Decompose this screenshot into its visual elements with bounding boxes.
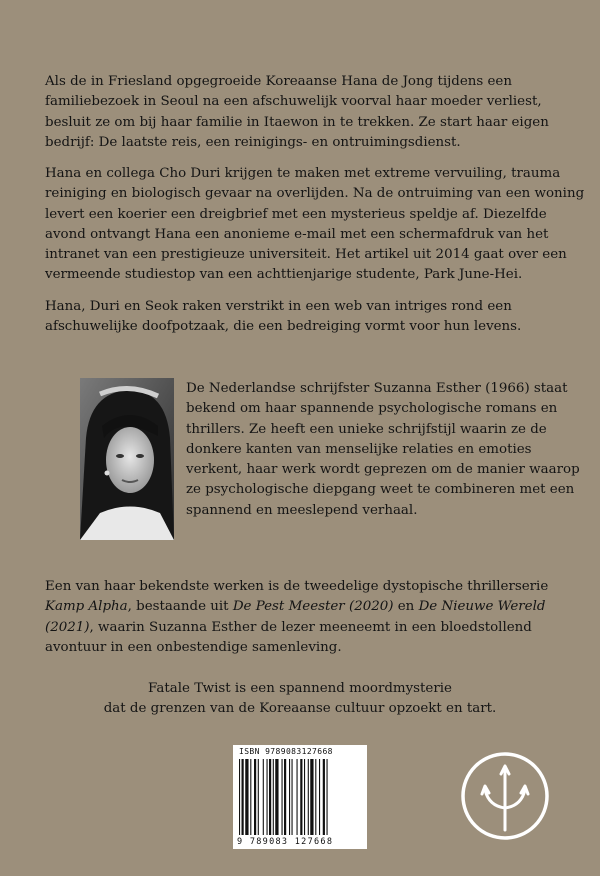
barcode-bar [323,759,325,835]
blurb-paragraph-3: Hana, Duri en Seok raken verstrikt in een web van intriges rond een afschuwelijke doofpotzaak, die een bedreiging vormt voor hun levens. [45,299,522,335]
barcode-bar [245,759,248,835]
barcode-bars [237,759,363,835]
barcode-bar [269,759,271,835]
blurb-paragraph-2: Hana en collega Cho Duri krijgen te maken met extreme vervuiling, trauma reiniging en biologisch gevaar na overlijden. Na de ontruiming van een woning levert een koerier een dreigbrief met een mysterieus speldje af. Diezelfde avond ontvangt Hana een anonieme e-mail met een schermafdruk van het intranet van een prestigieuze universiteit. Het artikel uit 2014 gaat over een vermeende studiestop van een achttienjarige studente, Park June-Hei. [45,166,585,283]
barcode-bar [319,759,320,835]
blurb-paragraph-4: Een van haar bekendste werken is de tweedelige dystopische thrillerserie Kamp Alpha, bestaande uit De Pest Meester (2020) en De Nieuwe Wereld (2021), waarin Suzanna Esther de lezer meeneemt in een bloedstollend avontuur in een onbestendige samenleving. [45,579,549,655]
barcode-bar [258,759,259,835]
barcode-bar [250,759,251,835]
series-title: Kamp Alpha [45,599,128,615]
barcode-digits: 9 789083 127668 [237,837,334,847]
barcode-bar [304,759,305,835]
barcode-bar [275,759,278,835]
barcode-bar [292,759,293,835]
barcode-bar [282,759,283,835]
barcode-bar [239,759,240,835]
author-photo [80,378,174,540]
book-title-2: De Nieuwe Wereld (2021) [45,599,546,635]
closing-tagline [50,679,550,720]
barcode-bar [297,759,298,835]
barcode-bar [289,759,290,835]
barcode-bar [300,759,302,835]
isbn-label: ISBN 9789083127668 [239,747,333,756]
barcode-bar [310,759,313,835]
author-bio: De Nederlandse schrijfster Suzanna Esther (1966) staat bekend om haar spannende psychologische romans en thrillers. Ze heeft een unieke schrijfstijl waarin ze de donkere kanten van menselijke relaties en emoties verkent, haar werk wordt geprezen om de manier waarop ze psychologische diepgang weet te combineren met een spannend en meeslepend verhaal. [186,381,580,518]
barcode-bar [327,759,328,835]
barcode-bar [284,759,286,835]
barcode-bar [308,759,309,835]
closing-line-2: dat de grenzen van de Koreaanse cultuur opzoekt en tart. [103,701,497,717]
isbn-barcode [233,745,367,849]
book-title-1: De Pest Meester (2020) [232,599,394,615]
trident-circle-icon [459,750,551,842]
barcode-bar [242,759,244,835]
barcode-bar [267,759,268,835]
barcode-bar [273,759,274,835]
closing-line-1: Fatale Twist is een spannend moordmysterie [148,681,452,696]
blurb-paragraph-1: Als de in Friesland opgegroeide Koreaanse Hana de Jong tijdens een familiebezoek in Seoul na een afschuwelijk voorval haar moeder verliest, besluit ze om bij haar familie in Itaewon in te trekken. Ze start haar eigen bedrijf: De laatste reis, een reinigings- en ontruimingsdienst. [45,74,549,150]
barcode-bar [315,759,316,835]
barcode-bar [254,759,256,835]
barcode-bar [263,759,264,835]
